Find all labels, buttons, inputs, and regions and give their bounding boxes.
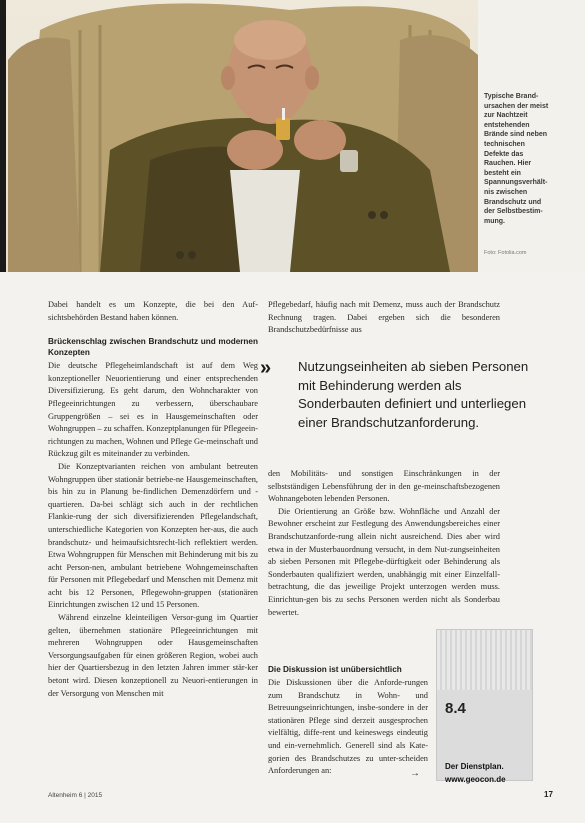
left-intro-paragraph: Dabei handelt es um Konzepte, die bei den Auf-sichtsbehörden Bestand haben können. bbox=[48, 300, 258, 322]
advertisement[interactable] bbox=[436, 629, 533, 784]
ad-graphic bbox=[437, 630, 532, 690]
ad-title: Der Dienstplan. bbox=[445, 762, 504, 771]
right-paragraph-2: den Mobilitäts- und sonstigen Einschränkungen in der selbstständigen Lebensführung der in den ge-meinschaftsbezogenen Wohnangeboten lebenden Personen. bbox=[268, 469, 500, 504]
right-paragraph-4: Die Diskussionen über die Anforde-rungen zum Brandschutz in Wohn- und Betreuungseinrichtungen, insbe-sondere in der stationären Pflege sind derzeit ausgesprochen vielfältig, diffe-rent und keineswegs eindeutig und ein-vernehmlich. Generell sind als Kate-gorien des Brandschutzes zu unter-scheiden Anforderungen an: bbox=[268, 678, 428, 776]
left-paragraph-1: Die deutsche Pflegeheimlandschaft ist auf dem Weg konzeptioneller Neuorientierung und einer entsprechenden Diversifizierung. Es geht darum, den Wohncharakter von Pflegeeinrichtungen zu verbessern, überschaubare Gruppengrößen – sei es in Hausgemeinschaften oder Wohngruppen – zu schaffen. Konzeptplanungen für Pflegeein-richtungen zu machen, Wohnen und Pflege Ge-meinschaft und Rückzug gilt es miteinander zu verbinden. bbox=[48, 361, 258, 459]
article-right-column-bottom bbox=[268, 652, 428, 778]
footer-publication: Altenheim 6 | 2015 bbox=[48, 792, 103, 799]
left-paragraph-2: Die Konzeptvarianten reichen von ambulant betreuten Wohngruppen über stationär betriebe-ne Hausgemeinschaften, bis hin zu in Planung be-findlichen Demenzdörfern und -quartieren. Da-bei schlägt sich auch in der rechtlichen Flankie-rung der sich diversifizierenden Pflegelandschaft, unterschiedliche Kategorien von Konzepten her-aus, die auch brandschutz- und heimaufsichtsrecht-lich reflektiert werden. Etwa Wohngruppen für Menschen mit Behinderung mit bis zu acht Person-nen, ambulant betriebene Wohngemeinschaften für Personen mit Pflegebedarf und Menschen mit Demenz mit acht bis 12 Personen, Pflegewohn-gruppen (stationären Einrichtungen zwischen 12 und 15 Personen. bbox=[48, 461, 258, 610]
right-paragraph-3: Die Orientierung an Größe bzw. Wohnfläche und Anzahl der Bewohner erscheint zur Festlegung des Anwendungsbereiches einer Brandschutzanforde-rung allein nicht ausreichend. Dies aber wird etwa in der Musterbauordnung versucht, in dem Nut-zungseinheiten ab sieben Personen mit Pflegebe-dürftigkeit oder Behinderung als Sonderbauten qualifiziert werden, unabhängig mit einer Einzelfall-betrachtung, die das jeweilige Projekt unterzogen werden muss. Einrichtun-gen bis zu sechs Personen werden nicht als Sonderbau bewertet. bbox=[268, 506, 500, 617]
ad-version-number: 8.4 bbox=[445, 700, 466, 717]
left-paragraph-3: Während einzelne kleinteiligen Versor-gung im Quartier gelten, übernehmen stationäre Pflegeeinrichtungen mit mehreren Wohngruppen oder Hausgemeinschaften Versorgungsaufgaben für einen größeren Region, wobei auch hier der Quartiersbezug in den letzten Jahren immer stär-ker betont wird. Diesen konzeptionell zu Neuori-entierungen in der Versorgung von Menschen mit bbox=[48, 613, 258, 698]
quote-mark-icon: » bbox=[260, 357, 272, 379]
ad-url-link[interactable]: www.geocon.de bbox=[445, 775, 506, 784]
article-photo bbox=[0, 0, 585, 272]
pull-quote-text: Nutzungseinheiten ab sieben Personen mit Behinderung werden als Sonderbauten definiert und unterliegen einer Brandschutzanforderung. bbox=[298, 359, 529, 430]
right-subheading: Die Diskussion ist unübersichtlich bbox=[268, 665, 402, 674]
left-subheading: Brückenschlag zwischen Brandschutz und modernen Konzepten bbox=[48, 337, 258, 358]
photo-caption: Typische Brand- ursachen der meist zur Nachtzeit entstehenden Brände sind neben technischen Defekte das Rauchen. Hier besteht ein Spannungsverhält- nis zwischen Brandschutz und der Selbstbestim- mung. bbox=[484, 93, 549, 225]
pull-quote bbox=[262, 358, 532, 432]
article-right-column-lower bbox=[268, 468, 500, 619]
article-left-column bbox=[48, 299, 258, 700]
page-number: 17 bbox=[544, 790, 553, 799]
right-paragraph-1: Pflegebedarf, häufig nach mit Demenz, muss auch der Brandschutz Rechnung tragen. Dabei ergeben sich die besonderen Brandschutzbedürfnisse aus bbox=[268, 300, 500, 335]
article-right-column bbox=[268, 299, 500, 337]
photo-credit: Foto: Fotolia.com bbox=[484, 250, 527, 256]
continue-arrow-icon: → bbox=[410, 768, 420, 779]
